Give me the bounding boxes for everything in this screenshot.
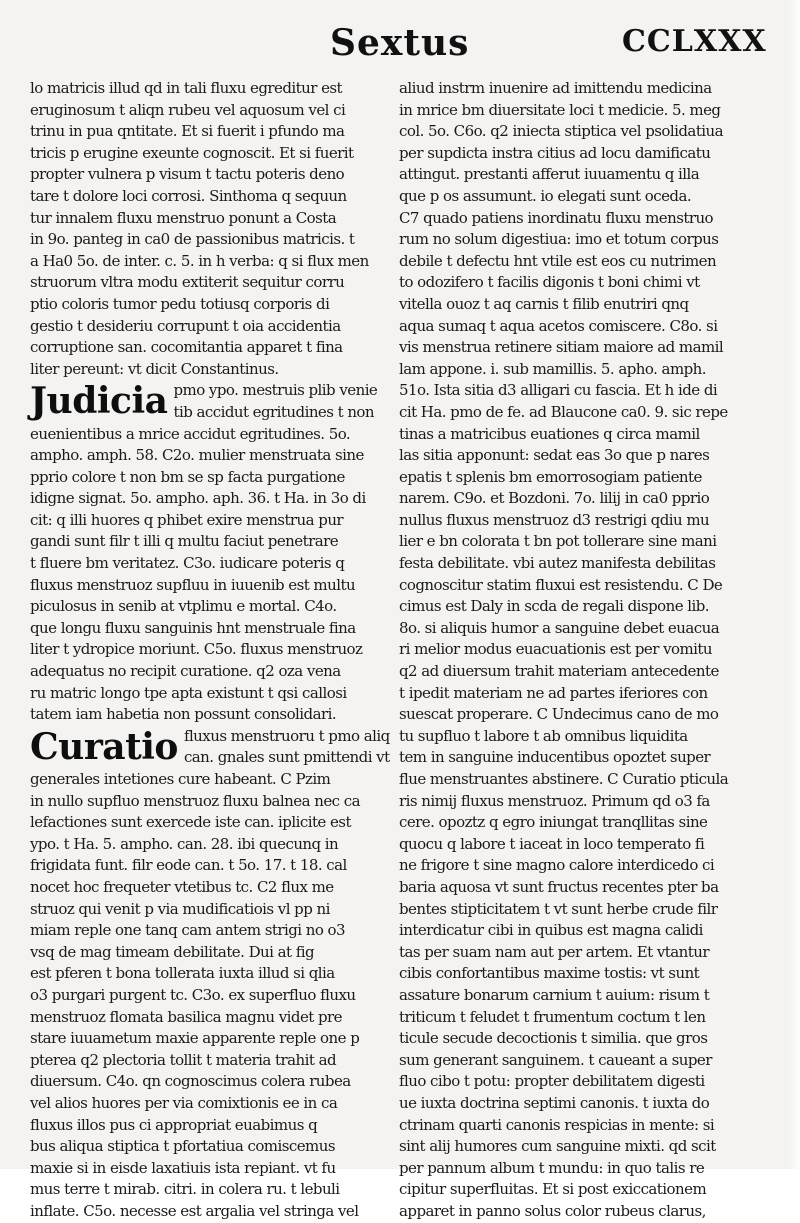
text-line: pprio colore t non bm se sp facta purgatione <box>30 467 345 486</box>
text-line: pmo ypo. mestruis plib venie <box>173 381 378 400</box>
text-line: tatem iam habetia non possunt consolidari. <box>30 705 337 724</box>
text-line: piculosus in senib at vtplimu e mortal. C4o. <box>30 597 337 616</box>
text-line: tu supfluo t labore t ab omnibus liquidita <box>399 726 688 745</box>
text-line: adequatus no recipit curatione. q2 oza vena <box>30 662 341 681</box>
judicia-heading: Judicia <box>30 380 168 423</box>
text-line: fluxus menstruoru t pmo aliq <box>183 726 390 745</box>
text-line: idigne signat. 5o. ampho. aph. 36. t Ha. in 3o di <box>30 489 366 508</box>
curatio-body-text <box>30 769 390 1222</box>
text-line: attingut. prestanti afferut iuuamentu q illa <box>399 165 700 184</box>
text-line: interdicatur cibi in quibus est magna calidi <box>399 921 703 940</box>
text-line: ue iuxta doctrina septimi canonis. t iuxta do <box>399 1093 710 1112</box>
text-line: sum generant sanguinem. t caueant a super <box>399 1050 712 1069</box>
text-line: tare t dolore loci corrosi. Sinthoma q sequun <box>30 186 347 205</box>
judicia-section <box>30 380 390 423</box>
text-line: a Ha0 5o. de inter. c. 5. in h verba: q si flux men <box>30 251 369 270</box>
page-edge-shadow <box>790 0 800 1169</box>
text-line: festa debilitate. vbi autez manifesta debilitas <box>399 554 716 573</box>
text-line: ne frigore t sine magno calore interdicedo ci <box>399 856 715 875</box>
text-line: rum no solum digestiua: imo et totum corpus <box>399 230 719 249</box>
curatio-heading: Curatio <box>30 725 178 768</box>
text-line: flue menstruantes abstinere. C Curatio pticula <box>399 770 729 788</box>
text-line: aqua sumaq t aqua acetos comiscere. C8o. si <box>399 316 718 335</box>
text-line: ru matric longo tpe apta existunt t qsi callosi <box>30 683 347 702</box>
text-line: vel alios huores per via comixtionis ee in ca <box>30 1093 338 1112</box>
text-line: q2 ad diuersum trahit materiam antecedente <box>399 662 719 681</box>
text-line: ypo. t Ha. 5. ampho. can. 28. ibi quecunq in <box>30 834 339 853</box>
curatio-side-lines <box>184 726 390 769</box>
text-line: miam reple one tanq cam antem strigi no o3 <box>30 921 346 940</box>
text-line: que longu fluxu sanguinis hnt menstruale fina <box>30 618 356 637</box>
text-line: aliud instrm inuenire ad imittendu medicina <box>399 79 712 97</box>
text-line: narem. C9o. et Bozdoni. 7o. lilij in ca0 pprio <box>399 489 710 508</box>
text-line: vsq de mag timeam debilitate. Dui at fig <box>30 942 315 961</box>
text-line: C7 quado patiens inordinatu fluxu menstruo <box>399 208 714 227</box>
text-line: triticum t feludet t frumentum coctum t len <box>399 1007 706 1026</box>
text-line: tib accidut egritudines t non <box>173 402 375 421</box>
text-line: quocu q labore t iaceat in loco temperato fi <box>399 834 705 853</box>
text-line: struoz qui venit p via mudificatiois vl pp ni <box>30 899 330 918</box>
text-line: corruptione san. cocomitantia apparet t fina <box>30 338 343 357</box>
text-line: ris nimij fluxus menstruoz. Primum qd o3 fa <box>399 791 710 810</box>
text-line: bus aliqua stiptica t pfortatiua comiscemus <box>30 1137 335 1156</box>
text-line: fluxus menstruoz supfluu in iuuenib est multu <box>30 575 356 594</box>
left-intro-text <box>30 78 390 380</box>
text-line: cibis confortantibus maxime tostis: vt sunt <box>399 964 700 983</box>
text-line: o3 purgari purgent tc. C3o. ex superfluo fluxu <box>30 985 356 1004</box>
text-line: fluxus illos pus ci appropriat euabimus q <box>30 1115 318 1134</box>
text-line: vis menstrua retinere sitiam maiore ad mamil <box>399 338 724 357</box>
running-head: Sextus <box>330 22 470 64</box>
text-line: fluo cibo t potu: propter debilitatem digesti <box>399 1072 705 1091</box>
text-line: gestio t desideriu corrupunt t oia accidentia <box>30 316 341 335</box>
text-line: bentes stipticitatem t vt sunt herbe crude filr <box>399 899 718 918</box>
text-line: inflate. C5o. necesse est argalia vel stringa vel <box>30 1201 359 1220</box>
text-line: lam appone. i. sub mamillis. 5. apho. amph. <box>399 359 706 378</box>
text-line: frigidata funt. filr eode can. t 5o. 17. t 18. cal <box>30 856 347 875</box>
text-line: lo matricis illud qd in tali fluxu egreditur est <box>30 79 343 97</box>
text-line: t fluere bm veritatez. C3o. iudicare poteris q <box>30 554 345 573</box>
text-line: in 9o. panteg in ca0 de passionibus matricis. t <box>30 230 355 249</box>
text-line: cipitur superfluitas. Et si post exiccationem <box>399 1180 707 1199</box>
text-line: ctrinam quarti canonis respicias in mente: si <box>399 1115 715 1134</box>
text-line: propter vulnera p visum t tactu poteris deno <box>30 165 345 184</box>
text-line: ticule secude decoctionis t similia. que gros <box>399 1029 708 1048</box>
curatio-section <box>30 726 390 769</box>
text-line: ri melior modus euacuationis est per vomitu <box>399 640 713 659</box>
text-line: tas per suam nam aut per artem. Et vtantur <box>399 942 709 961</box>
text-line: lier e bn colorata t bn pot tollerare sine mani <box>399 532 717 551</box>
text-line: assature bonarum carnium t auium: risum t <box>399 985 710 1004</box>
text-line: t ipedit materiam ne ad partes iferiores con <box>399 683 708 702</box>
right-column <box>399 78 761 1222</box>
text-line: in nullo supfluo menstruoz fluxu balnea nec ca <box>30 791 360 810</box>
text-line: diuersum. C4o. qn cognoscimus colera rubea <box>30 1072 351 1091</box>
judicia-body-text <box>30 424 390 726</box>
text-line: cit Ha. pmo de fe. ad Blaucone ca0. 9. sic repe <box>399 402 728 421</box>
text-line: nocet hoc frequeter vtetibus tc. C2 flux me <box>30 878 334 896</box>
text-line: cit: q illi huores q phibet exire menstrua pur <box>30 510 344 529</box>
text-line: est pferen t bona tollerata iuxta illud si qlia <box>30 964 335 983</box>
text-line: baria aquosa vt sunt fructus recentes pter ba <box>399 877 719 896</box>
text-line: tinas a matricibus euationes q circa mamil <box>399 424 700 443</box>
right-body-text <box>399 78 761 1222</box>
folio-number: CCLXXX <box>622 24 767 59</box>
text-line: trinu in pua qntitate. Et si fuerit i pfundo ma <box>30 122 345 141</box>
text-line: sint alij humores cum sanguine mixti. qd scit <box>399 1137 716 1156</box>
text-line: per supdicta instra citius ad locu damificatu <box>399 143 711 162</box>
text-line: can. gnales sunt pmittendi vt <box>183 748 390 767</box>
text-line: gandi sunt filr t illi q multu faciut penetrare <box>30 532 339 551</box>
text-line: tem in sanguine inducentibus opoztet super <box>399 748 711 767</box>
text-line: pterea q2 plectoria tollit t materia trahit ad <box>30 1050 337 1069</box>
text-line: struorum vltra modu extiterit sequitur corru <box>30 273 345 292</box>
text-line: maxie si in eisde laxatiuis ista repiant. vt fu <box>30 1158 336 1177</box>
text-line: menstruoz flomata basilica magnu videt pre <box>30 1007 343 1026</box>
left-column <box>30 78 390 1223</box>
text-line: generales intetiones cure habeant. C Pzim <box>30 770 331 789</box>
text-line: ptio coloris tumor pedu totiusq corporis di <box>30 294 330 313</box>
text-line: epatis t splenis bm emorrosogiam patiente <box>399 467 702 486</box>
text-line: cognoscitur statim fluxui est resistendu. C De <box>399 575 723 594</box>
text-line: que p os assumunt. io elegati sunt oceda. <box>399 186 692 205</box>
text-line: to odozifero t facilis digonis t boni chimi vt <box>399 273 700 292</box>
text-line: cimus est Daly in scda de regali dispone lib. <box>399 597 710 616</box>
text-line: lefactiones sunt exercede iste can. iplicite est <box>30 813 351 832</box>
text-line: apparet in panno solus color rubeus clarus, <box>399 1201 706 1220</box>
text-line: in mrice bm diuersitate loci t medicie. 5. meg <box>399 100 721 119</box>
text-line: las sitia apponunt: sedat eas 3o que p nares <box>399 446 710 465</box>
text-line: liter pereunt: vt dicit Constantinus. <box>30 359 279 378</box>
text-line: tur innalem fluxu menstruo ponunt a Costa <box>30 208 337 227</box>
text-line: cere. opoztz q egro iniungat tranqllitas sine <box>399 813 708 832</box>
text-line: tricis p erugine exeunte cognoscit. Et si fuerit <box>30 143 354 162</box>
text-line: stare iuuametum maxie apparente reple one p <box>30 1029 360 1048</box>
text-line: debile t defectu hnt vtile est eos cu nutrimen <box>399 251 717 270</box>
text-line: euenientibus a mrice accidut egritudines. 5o. <box>30 424 351 443</box>
text-line: 8o. si aliquis humor a sanguine debet euacua <box>399 618 720 637</box>
text-line: mus terre t mirab. citri. in colera ru. t lebuli <box>30 1180 340 1199</box>
text-line: eruginosum t aliqn rubeu vel aquosum vel ci <box>30 100 346 119</box>
text-line: ampho. amph. 58. C2o. mulier menstruata sine <box>30 446 364 465</box>
text-line: nullus fluxus menstruoz d3 restrigi qdiu mu <box>399 510 710 529</box>
text-line: 51o. Ista sitia d3 alligari cu fascia. Et h ide di <box>399 381 718 400</box>
judicia-side-lines <box>173 380 390 423</box>
text-line: col. 5o. C6o. q2 iniecta stiptica vel psolidatiua <box>399 122 724 141</box>
text-line: suescat properare. C Undecimus cano de mo <box>399 705 719 724</box>
text-line: liter t ydropice moriunt. C5o. fluxus menstruoz <box>30 640 363 659</box>
text-line: vitella ouoz t aq carnis t filib enutriri qnq <box>399 294 689 313</box>
text-line: per pannum album t mundu: in quo talis re <box>399 1158 705 1177</box>
